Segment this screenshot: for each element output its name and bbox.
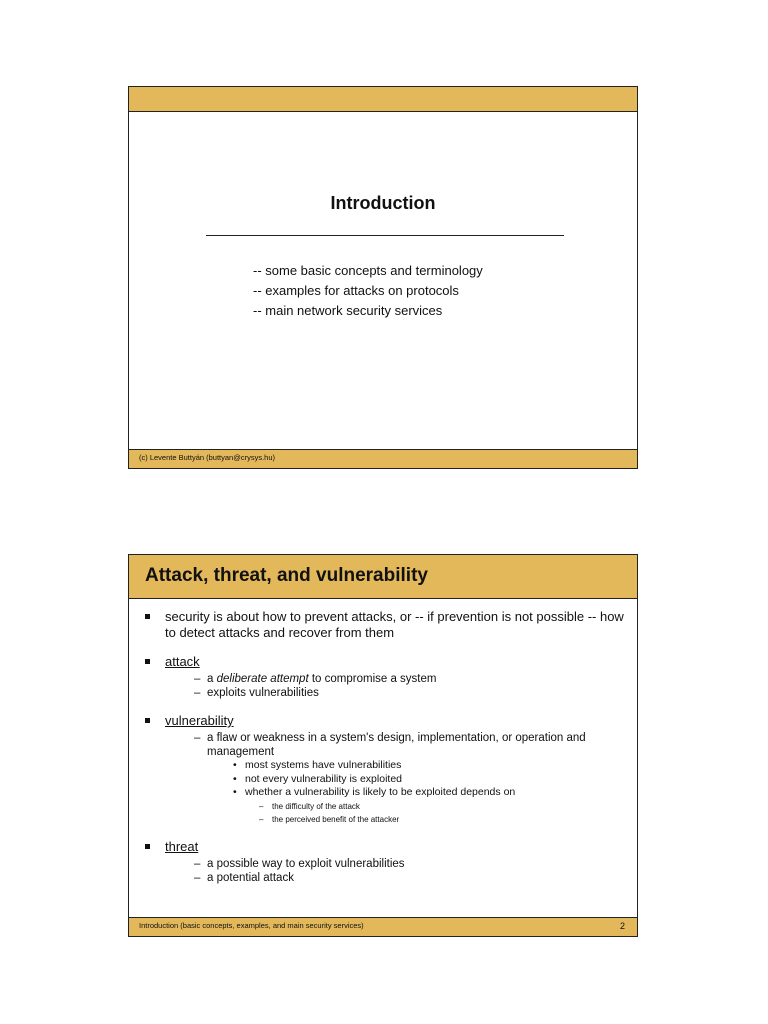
top-band	[129, 87, 637, 112]
dash-bullet-icon: –	[194, 732, 201, 744]
bullet-attack	[129, 654, 637, 700]
dash-bullet-icon: –	[194, 687, 201, 699]
list-item	[165, 871, 637, 885]
dot-bullet-icon: •	[233, 772, 237, 785]
item-text: a potential attack	[207, 871, 294, 884]
slide-1	[128, 86, 638, 469]
intro-text: security is about how to prevent attacks, or -- if prevention is not possible -- how to detect attacks and recover from them	[165, 609, 624, 640]
list-item	[165, 686, 637, 700]
slide-title: Attack, threat, and vulnerability	[145, 565, 428, 586]
item-text: not every vulnerability is exploited	[245, 772, 402, 785]
square-bullet-icon	[145, 844, 150, 849]
item-text: a possible way to exploit vulnerabilities	[207, 857, 405, 870]
vulnerability-heading: vulnerability	[165, 713, 234, 728]
list-item	[165, 813, 637, 826]
square-bullet-icon	[145, 614, 150, 619]
item-text: most systems have vulnerabilities	[245, 759, 402, 771]
dash-bullet-icon: –	[259, 814, 264, 824]
item-text: whether a vulnerability is likely to be exploited depends on	[245, 786, 516, 798]
item-text: exploits vulnerabilities	[207, 687, 319, 699]
dash-bullet-icon: –	[194, 857, 201, 870]
bullet-threat	[129, 839, 637, 885]
list-item	[165, 786, 637, 800]
slide-title: Introduction	[330, 193, 436, 213]
dash-bullet-icon: –	[259, 801, 264, 811]
footer-band	[129, 449, 637, 468]
footer-band	[129, 917, 637, 936]
list-item: -- examples for attacks on protocols	[253, 283, 459, 298]
dot-bullet-icon: •	[233, 759, 237, 771]
dot-bullet-icon: •	[233, 786, 237, 798]
page-number: 2	[619, 921, 625, 931]
list-item	[165, 759, 637, 773]
list-item	[165, 672, 637, 686]
footer-text: Introduction (basic concepts, examples, and main security services)	[139, 921, 364, 930]
topic-list	[253, 261, 483, 321]
list-item	[165, 773, 637, 787]
list-item: -- main network security services	[253, 303, 443, 318]
dash-bullet-icon: –	[194, 673, 201, 685]
bullet-intro	[129, 609, 637, 641]
list-item	[165, 857, 637, 871]
square-bullet-icon	[145, 659, 150, 664]
item-text: to compromise a system	[308, 673, 437, 685]
list-item	[165, 731, 637, 759]
slide-content	[129, 609, 637, 898]
bullet-vulnerability	[129, 713, 637, 826]
attack-heading: attack	[165, 654, 200, 669]
square-bullet-icon	[145, 718, 150, 723]
footer-text: (c) Levente Buttyán (buttyan@crysys.hu)	[139, 453, 276, 462]
item-text: a flaw or weakness in a system's design, implementation, or operation and management	[207, 732, 586, 758]
slide-2	[128, 554, 638, 937]
item-text: the difficulty of the attack	[272, 801, 360, 811]
item-text: the perceived benefit of the attacker	[272, 814, 400, 824]
item-text: a	[207, 673, 217, 685]
threat-heading: threat	[165, 838, 199, 854]
title-rule	[206, 235, 564, 236]
title-band	[129, 555, 637, 599]
list-item	[165, 800, 637, 813]
dash-bullet-icon: –	[194, 871, 201, 884]
list-item: -- some basic concepts and terminology	[253, 263, 483, 278]
emphasis-text: deliberate attempt	[216, 673, 309, 685]
